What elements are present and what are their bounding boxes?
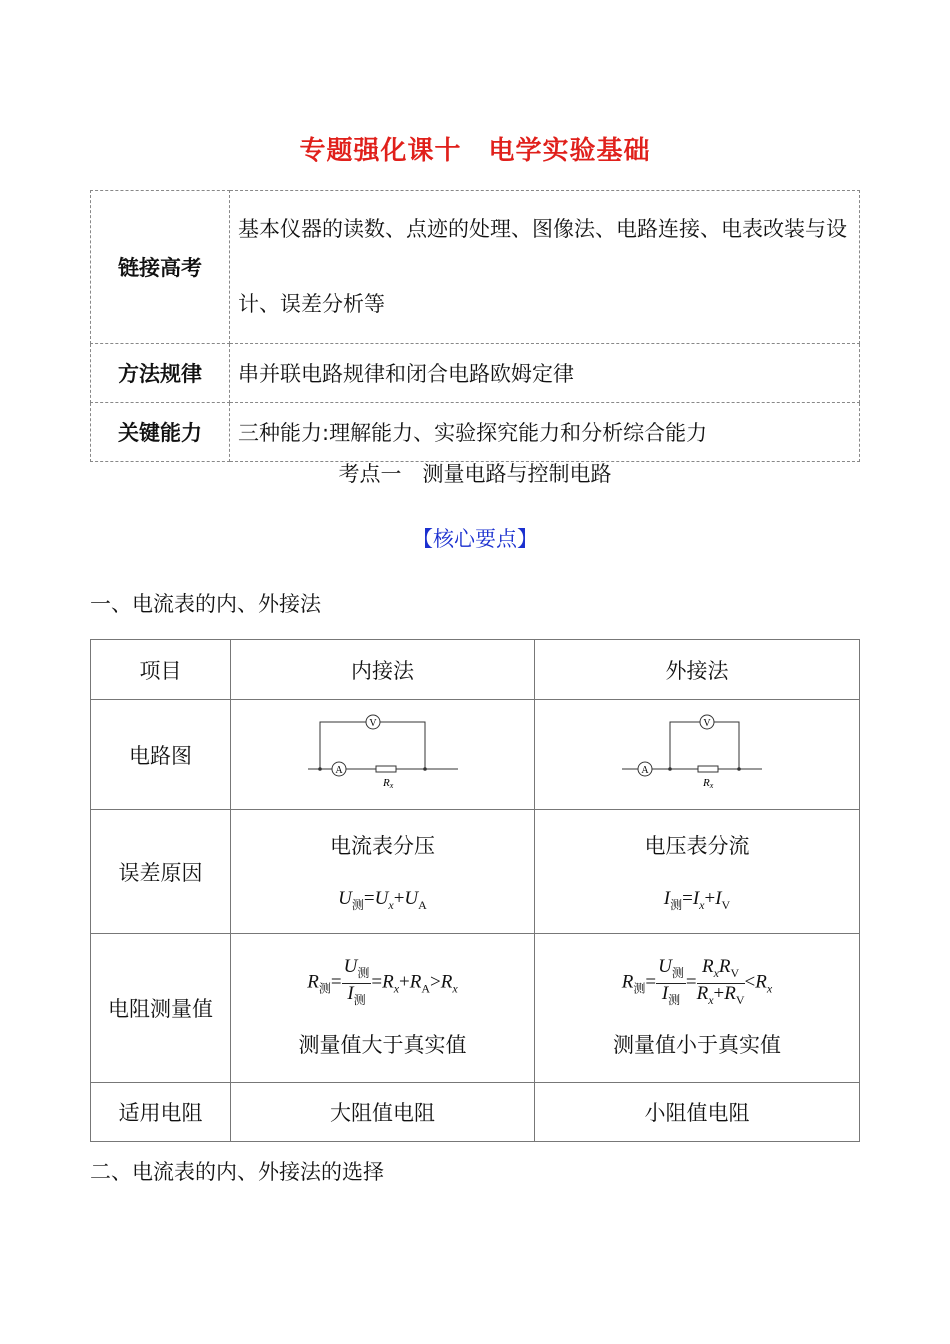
inner-error-cell bbox=[231, 810, 535, 934]
info-value: 三种能力:理解能力、实验探究能力和分析综合能力 bbox=[230, 403, 860, 462]
resistor-label: Rx bbox=[703, 777, 714, 790]
inner-measure-note: 测量值大于真实值 bbox=[298, 1033, 467, 1057]
inner-error-formula: $U_测=U_x+U_A$ bbox=[338, 888, 427, 912]
info-table bbox=[90, 190, 860, 462]
resistor-icon bbox=[376, 766, 396, 772]
comparison-table bbox=[90, 639, 860, 1142]
inner-circuit-cell bbox=[231, 700, 535, 810]
inner-circuit-diagram bbox=[303, 712, 463, 792]
fraction: $\frac{R_xR_V}{R_x+R_V}$ bbox=[696, 956, 745, 1007]
info-label: 方法规律 bbox=[91, 344, 230, 403]
inner-measure-cell bbox=[231, 934, 535, 1083]
outer-measure-cell bbox=[535, 934, 860, 1083]
voltmeter-symbol: V bbox=[703, 718, 711, 729]
info-value: 串并联电路规律和闭合电路欧姆定律 bbox=[230, 344, 860, 403]
info-value: 基本仪器的读数、点迹的处理、图像法、电路连接、电表改装与设计、误差分析等 bbox=[230, 191, 860, 344]
outer-apply: 小阻值电阻 bbox=[535, 1083, 860, 1142]
outer-circuit-cell bbox=[535, 700, 860, 810]
outer-error-cell bbox=[535, 810, 860, 934]
table-row bbox=[91, 1083, 860, 1142]
outer-error-title: 电压表分流 bbox=[644, 834, 750, 859]
info-row bbox=[91, 344, 860, 403]
header-item: 项目 bbox=[91, 640, 231, 700]
table-row bbox=[91, 700, 860, 810]
fraction: $\frac{U_测}{I_测}$ bbox=[658, 956, 684, 1007]
row-label-circuit: 电路图 bbox=[91, 700, 231, 810]
table-row bbox=[91, 934, 860, 1083]
outer-circuit-diagram bbox=[617, 712, 777, 792]
outer-error-formula: $I_测=I_x+I_V$ bbox=[663, 888, 731, 912]
fraction: $\frac{U_测}{I_测}$ bbox=[343, 956, 370, 1007]
heading-inner-outer-method: 一、电流表的内、外接法 bbox=[90, 592, 321, 616]
table-row bbox=[91, 640, 860, 700]
voltmeter-symbol: V bbox=[368, 718, 377, 729]
info-row bbox=[91, 403, 860, 462]
section-title: 考点一 测量电路与控制电路 bbox=[338, 462, 612, 486]
outer-measure-formula: $R_测=$ $\frac{U_测}{I_测}$ = $\frac{R_xR_V}{R_x+R_V}$ $<R_x$ bbox=[536, 957, 858, 1007]
inner-error-title: 电流表分压 bbox=[330, 834, 435, 859]
ammeter-symbol: A bbox=[641, 765, 649, 776]
info-label: 链接高考 bbox=[91, 191, 230, 344]
info-label: 关键能力 bbox=[91, 403, 230, 462]
core-points-label: 【核心要点】 bbox=[412, 527, 538, 551]
page-title: 专题强化课十 电学实验基础 bbox=[299, 136, 651, 166]
row-label-apply: 适用电阻 bbox=[91, 1083, 231, 1142]
outer-measure-note: 测量值小于真实值 bbox=[613, 1033, 781, 1057]
inner-measure-formula: $R_测=$ $\frac{U_测}{I_测}$ $=R_x+R_A>R_x$ bbox=[232, 957, 533, 1007]
row-label-error: 误差原因 bbox=[91, 810, 231, 934]
info-row bbox=[91, 191, 860, 344]
heading-method-selection: 二、电流表的内、外接法的选择 bbox=[90, 1160, 384, 1184]
header-inner: 内接法 bbox=[231, 640, 535, 700]
resistor-icon bbox=[698, 766, 718, 772]
header-outer: 外接法 bbox=[535, 640, 860, 700]
row-label-measure: 电阻测量值 bbox=[91, 934, 231, 1083]
ammeter-symbol: A bbox=[334, 765, 343, 776]
inner-apply: 大阻值电阻 bbox=[231, 1083, 535, 1142]
table-row bbox=[91, 810, 860, 934]
resistor-label: Rx bbox=[382, 777, 393, 790]
